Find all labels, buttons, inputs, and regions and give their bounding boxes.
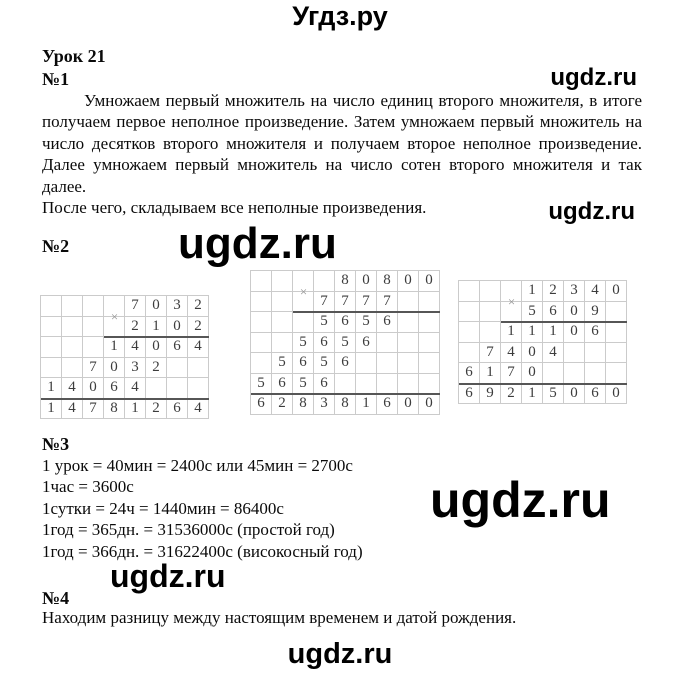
grid-cell [377, 374, 398, 395]
grid-cell: 0 [104, 358, 125, 379]
grid-cell: 3 [314, 394, 335, 415]
grid-cell: 0 [419, 271, 440, 292]
grid-cell: 4 [125, 337, 146, 358]
grid-cell: 8 [104, 399, 125, 420]
problem-1-footnote: После чего, складываем все неполные произведения. [42, 198, 427, 218]
grid-cell [188, 358, 209, 379]
grid-cell: 4 [585, 281, 606, 302]
grid-cell: 2 [272, 394, 293, 415]
grid-cell: 5 [314, 353, 335, 374]
multiply-icon: × [110, 308, 119, 324]
grid-cell: 6 [585, 384, 606, 405]
time-conversion-line-5: 1год = 366дн. = 31622400с (високосный год) [42, 541, 363, 561]
grid-cell: 7 [125, 296, 146, 317]
grid-cell: 5 [356, 312, 377, 333]
grid-cell: 5 [293, 333, 314, 354]
grid-cell: 0 [356, 271, 377, 292]
grid-cell: 9 [480, 384, 501, 405]
grid-cell: 4 [188, 399, 209, 420]
grid-cell: 1 [356, 394, 377, 415]
problem-3-answer [42, 455, 363, 562]
grid-cell: 6 [335, 312, 356, 333]
grid-cell: 0 [398, 271, 419, 292]
grid-cell: 7 [356, 292, 377, 313]
problem-3-label: №3 [42, 434, 70, 454]
grid-cell [272, 333, 293, 354]
watermark-ugdz-small-left: ugdz.ru [110, 558, 226, 594]
grid-rule-line [41, 398, 209, 400]
grid-cell: 1 [104, 337, 125, 358]
grid-cell: 8 [293, 394, 314, 415]
grid-cell [419, 312, 440, 333]
lesson-heading: Урок 21 [42, 46, 106, 66]
grid-cell [41, 317, 62, 338]
grid-cell [251, 333, 272, 354]
grid-cell: 1 [41, 378, 62, 399]
grid-cell: 8 [377, 271, 398, 292]
grid-cell: 6 [314, 374, 335, 395]
page-title: Угдз.ру [292, 1, 388, 31]
multiplication-grid-2 [250, 270, 440, 415]
multiplication-grid-3 [458, 280, 627, 404]
grid-cell: 6 [104, 378, 125, 399]
grid-cell: 6 [585, 322, 606, 343]
grid-rule-line [459, 383, 627, 385]
grid-cell [62, 358, 83, 379]
grid-cell [419, 333, 440, 354]
grid-cell: 8 [335, 394, 356, 415]
grid-cell: 9 [585, 302, 606, 323]
watermark-ugdz-footer: ugdz.ru [287, 638, 393, 670]
grid-cell [41, 358, 62, 379]
time-conversion-line-3: 1сутки = 24ч = 1440мин = 86400с [42, 498, 284, 518]
grid-cell: 0 [419, 394, 440, 415]
grid-cell: 1 [522, 322, 543, 343]
grid-cell: 5 [293, 374, 314, 395]
grid-cell [146, 378, 167, 399]
grid-cell [398, 353, 419, 374]
problem-2-label: №2 [42, 236, 70, 256]
grid-cell [377, 353, 398, 374]
grid-cell: 2 [188, 296, 209, 317]
grid-cell: 7 [501, 363, 522, 384]
grid-cell: 4 [62, 399, 83, 420]
grid-cell [398, 312, 419, 333]
grid-cell: 6 [314, 333, 335, 354]
grid-cell: 6 [167, 337, 188, 358]
grid-cell: 6 [377, 312, 398, 333]
grid-cell [41, 337, 62, 358]
problem-4-label: №4 [42, 588, 70, 608]
grid-cell: 1 [522, 281, 543, 302]
grid-cell: 7 [377, 292, 398, 313]
grid-cell [459, 302, 480, 323]
grid-cell [419, 374, 440, 395]
multiplication-grid-1 [40, 295, 209, 419]
grid-cell: 4 [543, 343, 564, 364]
grid-rule-line [293, 311, 440, 313]
grid-cell [480, 281, 501, 302]
grid-cell [335, 374, 356, 395]
grid-cell: 5 [251, 374, 272, 395]
grid-cell: 5 [522, 302, 543, 323]
grid-cell: 6 [335, 353, 356, 374]
grid-cell: 2 [501, 384, 522, 405]
grid-cell [251, 312, 272, 333]
grid-cell: 7 [314, 292, 335, 313]
grid-cell [293, 312, 314, 333]
watermark-ugdz-big-right: ugdz.ru [430, 472, 611, 528]
watermark-ugdz-top-right: ugdz.ru [550, 64, 637, 91]
grid-cell: 4 [125, 378, 146, 399]
grid-cell [398, 292, 419, 313]
grid-cell: 5 [543, 384, 564, 405]
grid-cell [606, 302, 627, 323]
grid-cell [398, 374, 419, 395]
grid-cell [459, 322, 480, 343]
grid-cell: 3 [564, 281, 585, 302]
grid-cell: 6 [543, 302, 564, 323]
grid-cell [419, 292, 440, 313]
grid-cell [480, 302, 501, 323]
multiply-icon: × [507, 293, 516, 309]
problem-1-label: №1 [42, 69, 70, 89]
grid-cell: 0 [83, 378, 104, 399]
multiply-icon: × [299, 283, 308, 299]
grid-cell: 3 [125, 358, 146, 379]
grid-cell [419, 353, 440, 374]
grid-cell [377, 333, 398, 354]
grid-cell: 1 [543, 322, 564, 343]
grid-cell: 4 [501, 343, 522, 364]
watermark-ugdz-mid-right: ugdz.ru [548, 198, 635, 225]
grid-cell [543, 363, 564, 384]
problem-4-answer: Находим разницу между настоящим временем и датой рождения. [42, 608, 517, 627]
grid-cell: 5 [272, 353, 293, 374]
grid-cell [356, 353, 377, 374]
grid-cell: 0 [606, 384, 627, 405]
grid-cell: 7 [480, 343, 501, 364]
grid-cell [272, 312, 293, 333]
grid-cell: 6 [377, 394, 398, 415]
grid-cell: 2 [188, 317, 209, 338]
grid-cell [564, 343, 585, 364]
time-conversion-line-4: 1год = 365дн. = 31536000с (простой год) [42, 520, 335, 540]
grid-cell [83, 296, 104, 317]
grid-cell [188, 378, 209, 399]
grid-cell [459, 281, 480, 302]
grid-cell: 1 [501, 322, 522, 343]
grid-cell: 1 [125, 399, 146, 420]
grid-cell: 6 [459, 363, 480, 384]
grid-cell: 2 [146, 358, 167, 379]
grid-cell: 0 [564, 302, 585, 323]
grid-cell [62, 337, 83, 358]
grid-cell [272, 292, 293, 313]
grid-cell: 3 [167, 296, 188, 317]
grid-cell: 7 [83, 358, 104, 379]
grid-cell: 6 [356, 333, 377, 354]
grid-cell: 5 [335, 333, 356, 354]
grid-cell: 6 [167, 399, 188, 420]
grid-cell [398, 333, 419, 354]
grid-cell [459, 343, 480, 364]
grid-rule-line [501, 321, 627, 323]
grid-cell [251, 292, 272, 313]
grid-cell [314, 271, 335, 292]
grid-cell: 7 [83, 399, 104, 420]
grid-cell: 0 [146, 296, 167, 317]
grid-cell: 7 [335, 292, 356, 313]
problem-1-paragraph: Умножаем первый множитель на число единиц второго множителя, в итоге получаем первое неполное произведение. Затем умножаем первый множитель на число десятков второго множителя и получаем второе неполное произведение. Далее умножаем первый множитель на число сотен второго множителя и так далее. [42, 91, 642, 196]
grid-cell: 2 [125, 317, 146, 338]
grid-rule-line [251, 393, 440, 395]
grid-cell: 0 [146, 337, 167, 358]
watermark-ugdz-big-center: ugdz.ru [178, 219, 337, 268]
grid-cell [41, 296, 62, 317]
grid-cell: 1 [41, 399, 62, 420]
grid-cell [606, 343, 627, 364]
grid-cell [585, 343, 606, 364]
grid-cell: 1 [146, 317, 167, 338]
grid-cell: 0 [564, 384, 585, 405]
grid-cell: 2 [146, 399, 167, 420]
grid-cell: 0 [398, 394, 419, 415]
grid-cell: 1 [522, 384, 543, 405]
grid-cell: 0 [522, 363, 543, 384]
grid-cell: 0 [167, 317, 188, 338]
grid-cell: 4 [62, 378, 83, 399]
grid-cell [62, 317, 83, 338]
grid-cell: 6 [272, 374, 293, 395]
grid-cell [251, 353, 272, 374]
grid-cell [62, 296, 83, 317]
grid-cell [606, 322, 627, 343]
time-conversion-line-1: 1 урок = 40мин = 2400с или 45мин = 2700с [42, 456, 353, 475]
grid-cell [272, 271, 293, 292]
grid-cell [83, 317, 104, 338]
grid-cell [83, 337, 104, 358]
grid-cell: 6 [459, 384, 480, 405]
grid-cell [585, 363, 606, 384]
grid-cell: 0 [606, 281, 627, 302]
grid-cell [356, 374, 377, 395]
grid-cell: 5 [314, 312, 335, 333]
grid-cell: 6 [251, 394, 272, 415]
grid-cell [606, 363, 627, 384]
grid-cell: 8 [335, 271, 356, 292]
grid-cell: 4 [188, 337, 209, 358]
grid-cell [480, 322, 501, 343]
grid-cell [564, 363, 585, 384]
grid-cell: 2 [543, 281, 564, 302]
grid-cell [251, 271, 272, 292]
time-conversion-line-2: 1час = 3600с [42, 477, 134, 497]
grid-cell: 0 [522, 343, 543, 364]
grid-cell [167, 378, 188, 399]
grid-cell: 1 [480, 363, 501, 384]
grid-cell [167, 358, 188, 379]
grid-cell: 0 [564, 322, 585, 343]
grid-rule-line [104, 336, 209, 338]
grid-cell: 6 [293, 353, 314, 374]
